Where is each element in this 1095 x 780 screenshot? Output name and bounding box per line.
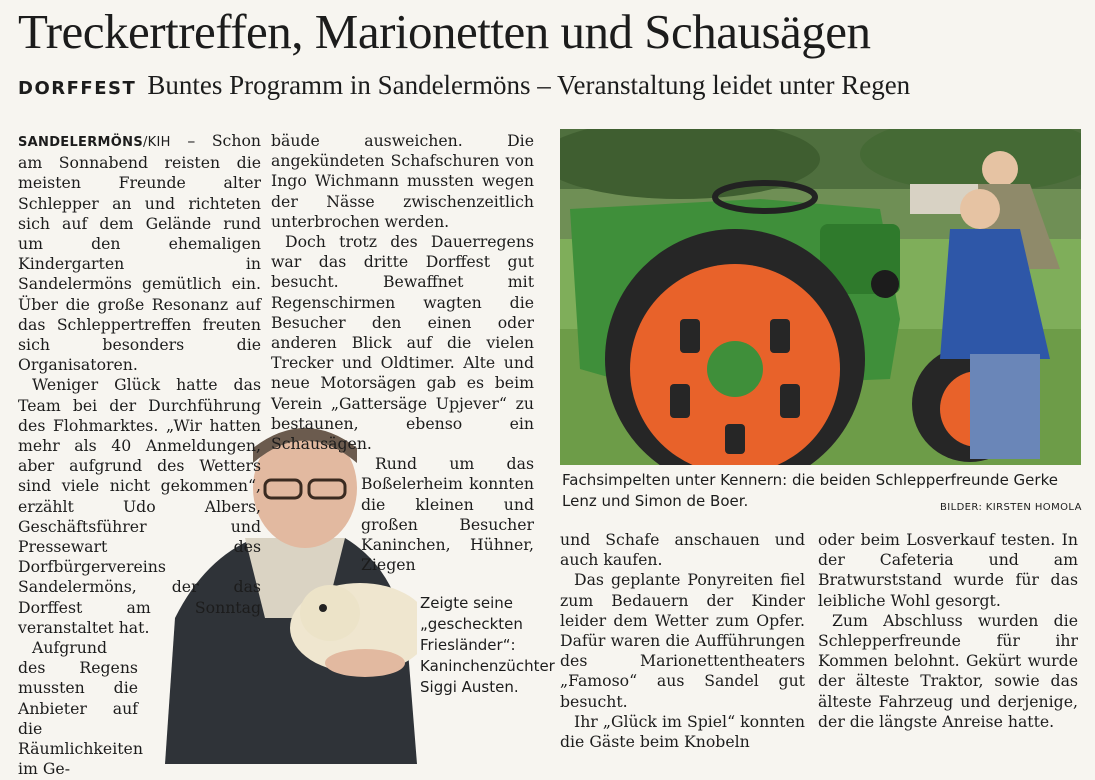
kicker: DORFFEST [18, 78, 137, 99]
paragraph: SANDELERMÖNS/KIH – Schon am Sonnabend reisten die meisten Freunde alter Schlepper an und richteten sich auf dem Gelände rund um den ehemaligen Kindergarten in Sandelermöns gemütlich ein. Über die große Resonanz auf das Schleppertreffen freuten sich besonders die Organisatoren. [18, 131, 261, 375]
article-column-2 [271, 131, 534, 575]
article-column-1 [18, 131, 261, 780]
article-column-4 [818, 530, 1078, 732]
photo-caption: Fachsimpelten unter Kennern: die beiden Schlepperfreunde Gerke Lenz und Simon de Boer. [562, 471, 1058, 510]
subtitle: Buntes Programm in Sandelermöns – Veranstaltung leidet unter Regen [147, 70, 911, 100]
paragraph: bäude ausweichen. Die angekündeten Schafschuren von Ingo Wichmann mussten wegen der Nässe zwischenzeitlich unterbrochen werden. [271, 131, 534, 231]
subheadline [18, 70, 1088, 101]
paragraph: Doch trotz des Dauerregens war das dritte Dorffest gut besucht. Bewaffnet mit Regenschirmen wagten die Besucher den einen oder anderen Blick auf die vielen Trecker und Oldtimer. Alte und neue Motorsägen gab es beim Verein „Gattersäge Upjever“ zu bestaunen, ebenso ein Schausägen. [271, 232, 534, 454]
dateline: SANDELERMÖNS/KIH [18, 135, 171, 150]
article-column-3 [560, 530, 805, 752]
paragraph: Zum Abschluss wurden die Schlepperfreunde für ihr Kommen belohnt. Gekürt wurde der älteste Traktor, sowie das älteste Fahrzeug und derjenige, der die längste Anreise hatte. [818, 610, 1078, 731]
headline: Treckertreffen, Marionetten und Schausägen [18, 4, 871, 59]
photo-credit: BILDER: KIRSTEN HOMOLA [940, 502, 1082, 513]
paragraph: und Schafe anschauen und auch kaufen. [560, 530, 805, 570]
tractor-illustration [560, 129, 1081, 465]
paragraph: Das geplante Ponyreiten fiel zum Bedauern der Kinder leider dem Wetter zum Opfer. Dafür waren die Aufführungen des Marionettentheaters „Famoso“ aus Sandel gut besucht. [560, 570, 805, 711]
paragraph: Rund um das Boßelerheim konnten die kleinen und großen Besucher Kaninchen, Hühner, Ziegen [361, 454, 534, 575]
paragraph: Weniger Glück hatte das Team bei der Durchführung des Flohmarktes. „Wir hatten mehr als 40 Anmeldungen, aber aufgrund des Wetters sind viele nicht gekommen“, erzählt Udo Albers, Geschäftsführer und Pressewart des Dorfbürgervereins Sandelermöns, der das Dorffest am Sonntag veranstaltet hat. [18, 375, 261, 637]
tractor-photo [560, 129, 1081, 465]
paragraph: Aufgrund des Regens mussten die Anbieter auf die Räumlichkeiten im Ge- [18, 638, 143, 779]
side-caption: Zeigte seine „gescheckten Friesländer“: Kaninchenzüchter Siggi Austen. [420, 594, 555, 696]
paragraph: Ihr „Glück im Spiel“ konnten die Gäste beim Knobeln [560, 711, 805, 752]
paragraph: oder beim Losverkauf testen. In der Cafeteria und am Bratwurststand wurde für das leibliche Wohl gesorgt. [818, 530, 1078, 610]
